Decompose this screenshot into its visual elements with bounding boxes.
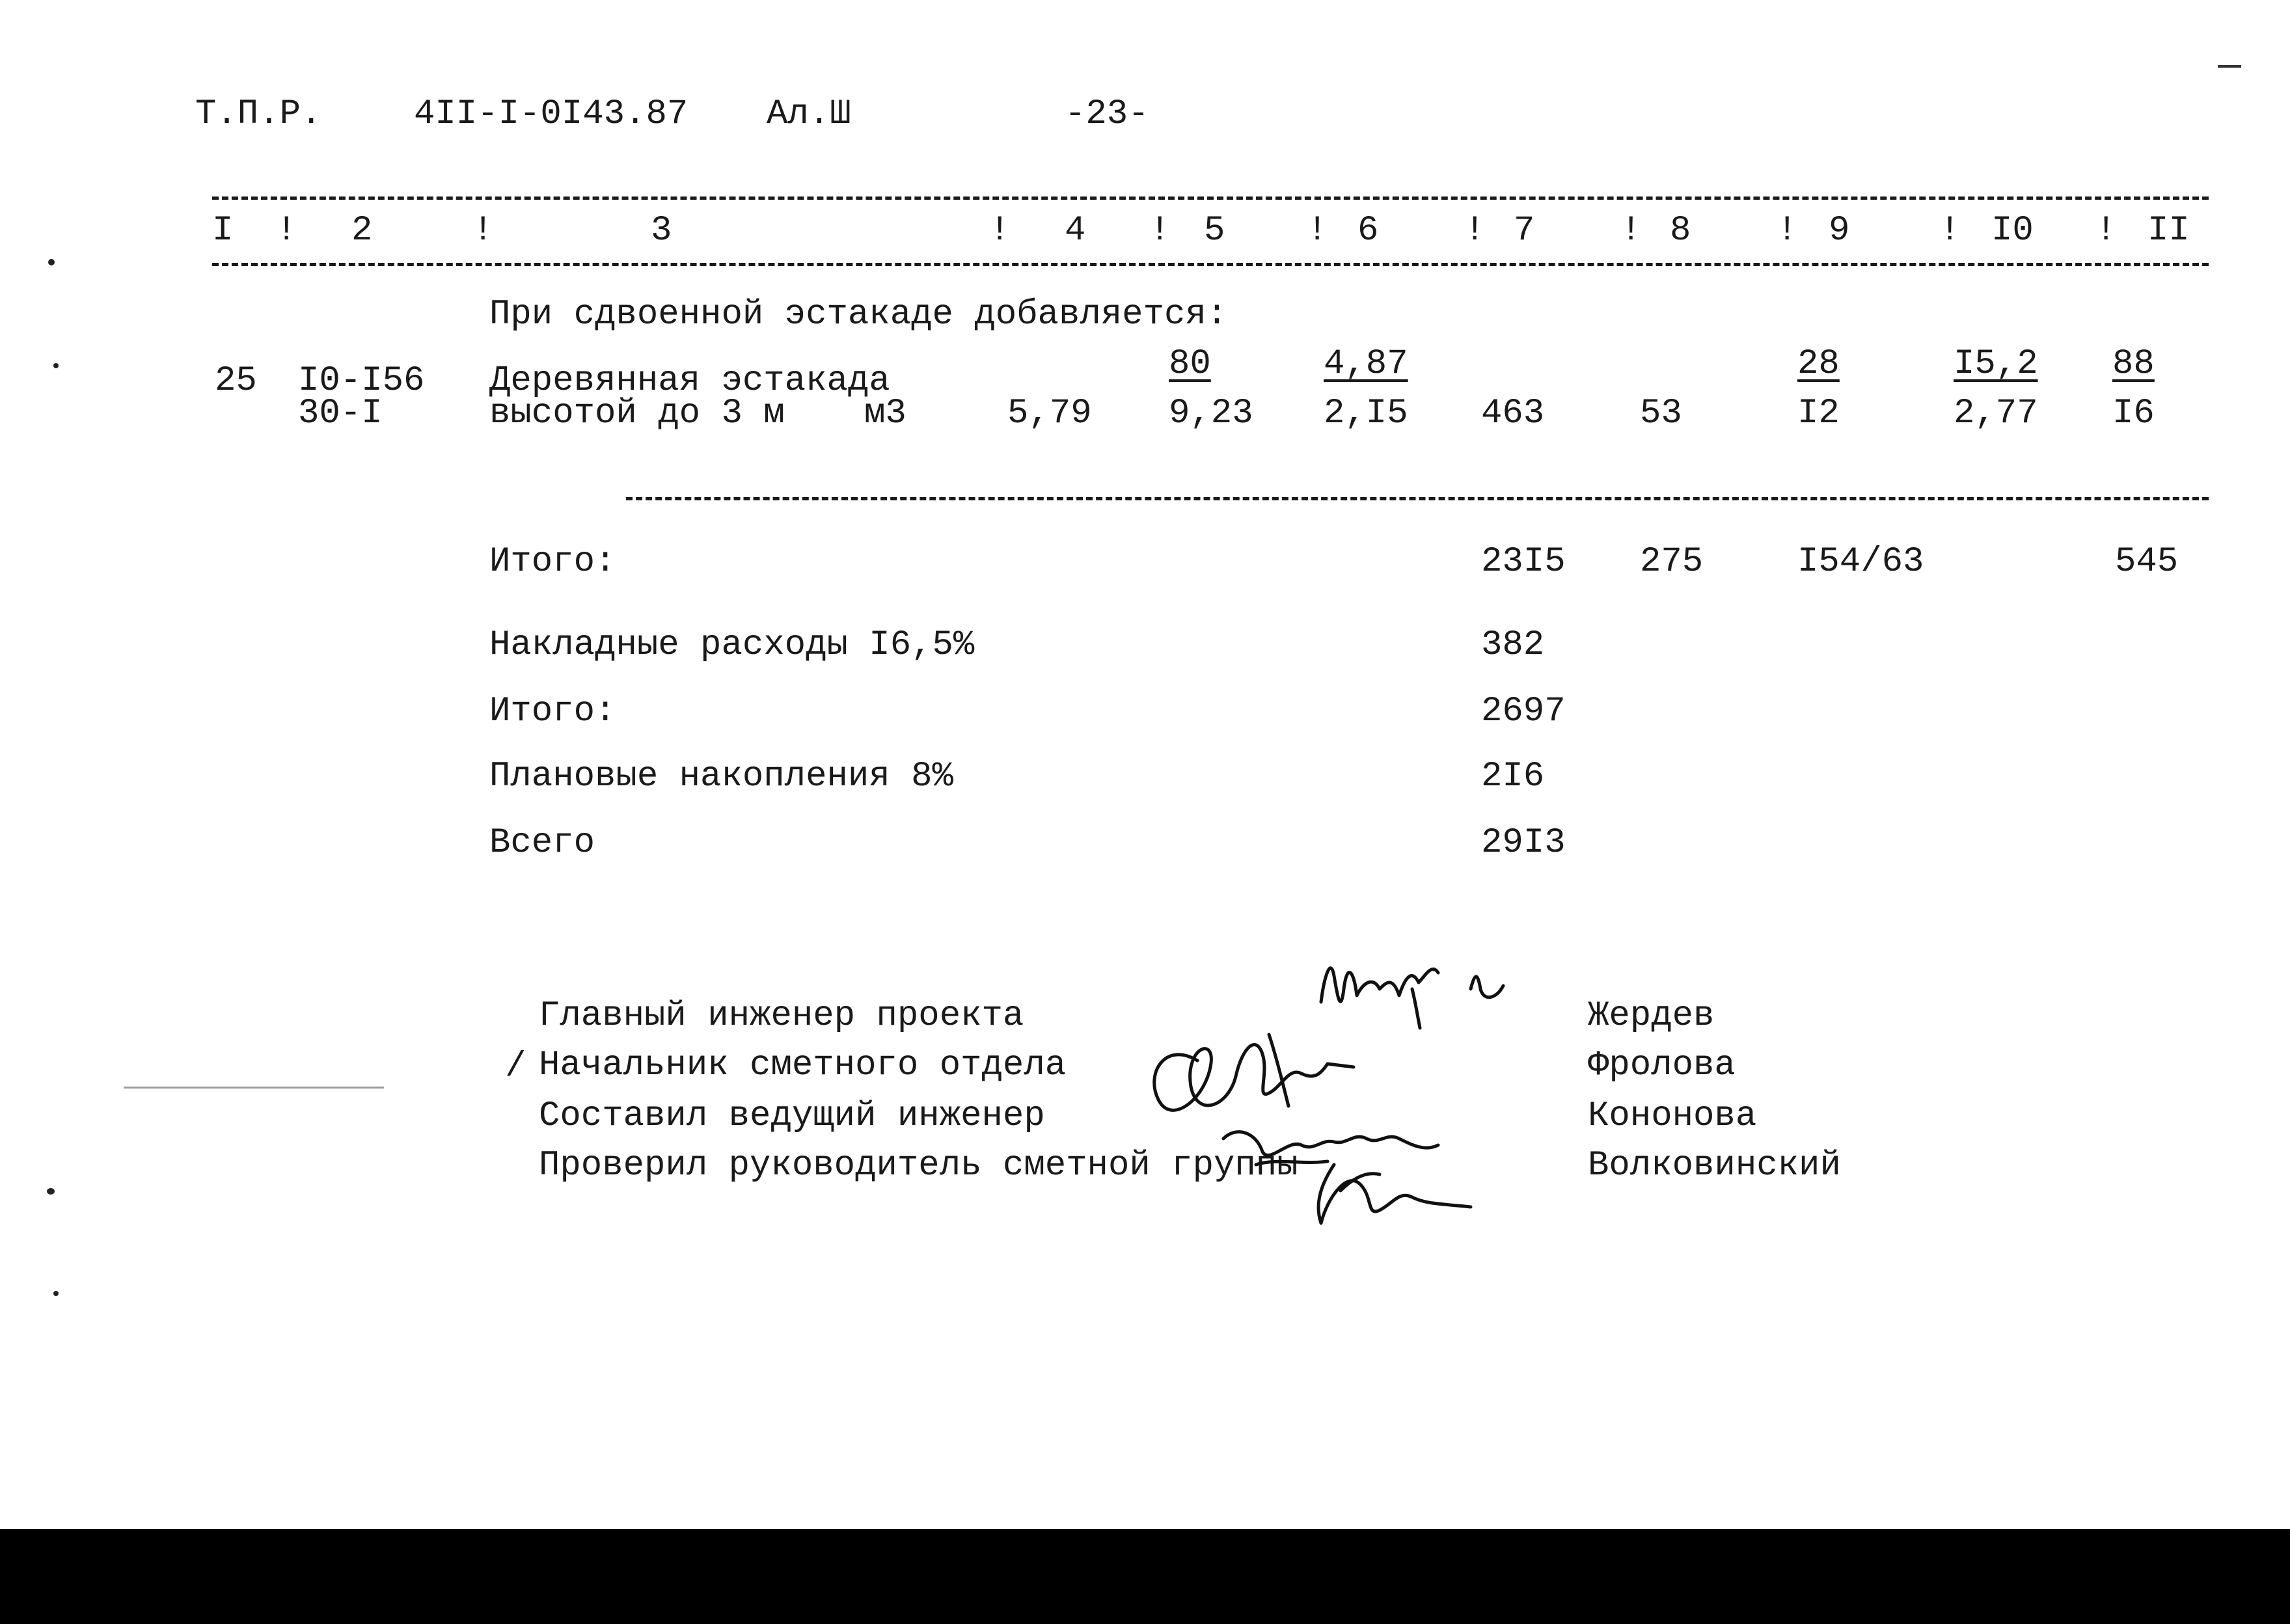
row-col4: 5,79 — [1007, 394, 1092, 433]
row-col9-top: 28 — [1797, 344, 1840, 384]
row-col11-top: 88 — [2112, 344, 2155, 384]
scan-line — [124, 1087, 384, 1089]
col-11: II — [2147, 211, 2190, 250]
col-sep: ! — [472, 211, 494, 250]
role-checker: Проверил руководитель сметной группы — [539, 1146, 1298, 1185]
planned-savings-value: 2I6 — [1481, 757, 1545, 796]
name-frolova: Фролова — [1588, 1046, 1736, 1085]
doc-series: Т.П.Р. — [195, 94, 322, 134]
col-sep: ! — [1777, 211, 1798, 250]
scan-bottom-border — [0, 1529, 2290, 1624]
row-col7: 463 — [1481, 394, 1545, 433]
row-col10-top: I5,2 — [1954, 344, 2038, 384]
col-5: 5 — [1204, 211, 1225, 250]
col-sep: ! — [1939, 211, 1961, 250]
grand-total-label: Всего — [489, 823, 595, 863]
scan-speck — [48, 259, 55, 265]
header-rule-top — [212, 196, 2209, 200]
col-sep: ! — [1464, 211, 1486, 250]
total-label: Итого: — [489, 542, 616, 582]
row-col11-bottom: I6 — [2112, 394, 2155, 433]
col-1: I — [212, 211, 234, 250]
col-6: 6 — [1357, 211, 1379, 250]
role-estimate-head: Начальник сметного отдела — [539, 1046, 1067, 1085]
name-zherdev: Жердев — [1588, 996, 1715, 1036]
scan-speck — [47, 1188, 55, 1195]
row-name-line1: Деревянная эстакада — [489, 361, 890, 401]
role-chief-engineer: Главный инженер проекта — [539, 996, 1024, 1036]
col-9: 9 — [1829, 211, 1850, 250]
row-col10-bottom: 2,77 — [1954, 394, 2038, 433]
total2-value: 2697 — [1481, 692, 1566, 731]
grand-total-value: 29I3 — [1481, 823, 1566, 863]
row-code-line2: 30-I — [298, 394, 383, 433]
total2-label: Итого: — [489, 692, 616, 731]
col-sep: ! — [276, 211, 297, 250]
total-col7: 23I5 — [1481, 542, 1566, 582]
overhead-label: Накладные расходы I6,5% — [489, 625, 975, 665]
row-col6-bottom: 2,I5 — [1324, 394, 1408, 433]
section-title: При сдвоенной эстакаде добавляется: — [489, 295, 1228, 334]
col-4: 4 — [1065, 211, 1086, 250]
doc-code: 4II-I-0I43.87 — [414, 94, 688, 134]
row-number: 25 — [215, 361, 257, 401]
scan-speck — [53, 1291, 59, 1296]
header-rule-bottom — [212, 263, 2209, 266]
row-col5-bottom: 9,23 — [1169, 394, 1253, 433]
row-col8: 53 — [1640, 394, 1682, 433]
scan-speck — [53, 363, 59, 368]
total-col9: I54/63 — [1797, 542, 1924, 582]
col-2: 2 — [351, 211, 373, 250]
handwritten-signatures — [1106, 950, 1575, 1236]
col-10: I0 — [1991, 211, 2034, 250]
col-8: 8 — [1670, 211, 1691, 250]
role-compiler: Составил ведущий инженер — [539, 1096, 1045, 1136]
col-sep: ! — [1307, 211, 1328, 250]
col-sep: ! — [1620, 211, 1642, 250]
col-7: 7 — [1514, 211, 1535, 250]
doc-album: Ал.Ш — [767, 94, 851, 134]
col-sep: ! — [1149, 211, 1171, 250]
total-col11: 545 — [2115, 542, 2179, 582]
row-unit: м3 — [864, 394, 906, 433]
row-code-line1: I0-I56 — [298, 361, 425, 401]
scan-corner-mark — [2218, 65, 2241, 68]
page-number: -23- — [1065, 94, 1149, 134]
row-col5-top: 80 — [1169, 344, 1211, 384]
col-3: 3 — [651, 211, 672, 250]
overhead-value: 382 — [1481, 625, 1545, 665]
row-col9-bottom: I2 — [1797, 394, 1840, 433]
row-name-line2: высотой до 3 м — [489, 394, 785, 433]
row-col6-top: 4,87 — [1324, 344, 1408, 384]
name-volkovinsky: Волковинский — [1588, 1146, 1841, 1185]
col-sep: ! — [989, 211, 1011, 250]
planned-savings-label: Плановые накопления 8% — [489, 757, 953, 796]
total-col8: 275 — [1640, 542, 1704, 582]
subtotal-rule — [626, 497, 2209, 500]
col-sep: ! — [2095, 211, 2117, 250]
name-kononova: Кононова — [1588, 1096, 1757, 1136]
slash-mark: / — [505, 1047, 526, 1087]
